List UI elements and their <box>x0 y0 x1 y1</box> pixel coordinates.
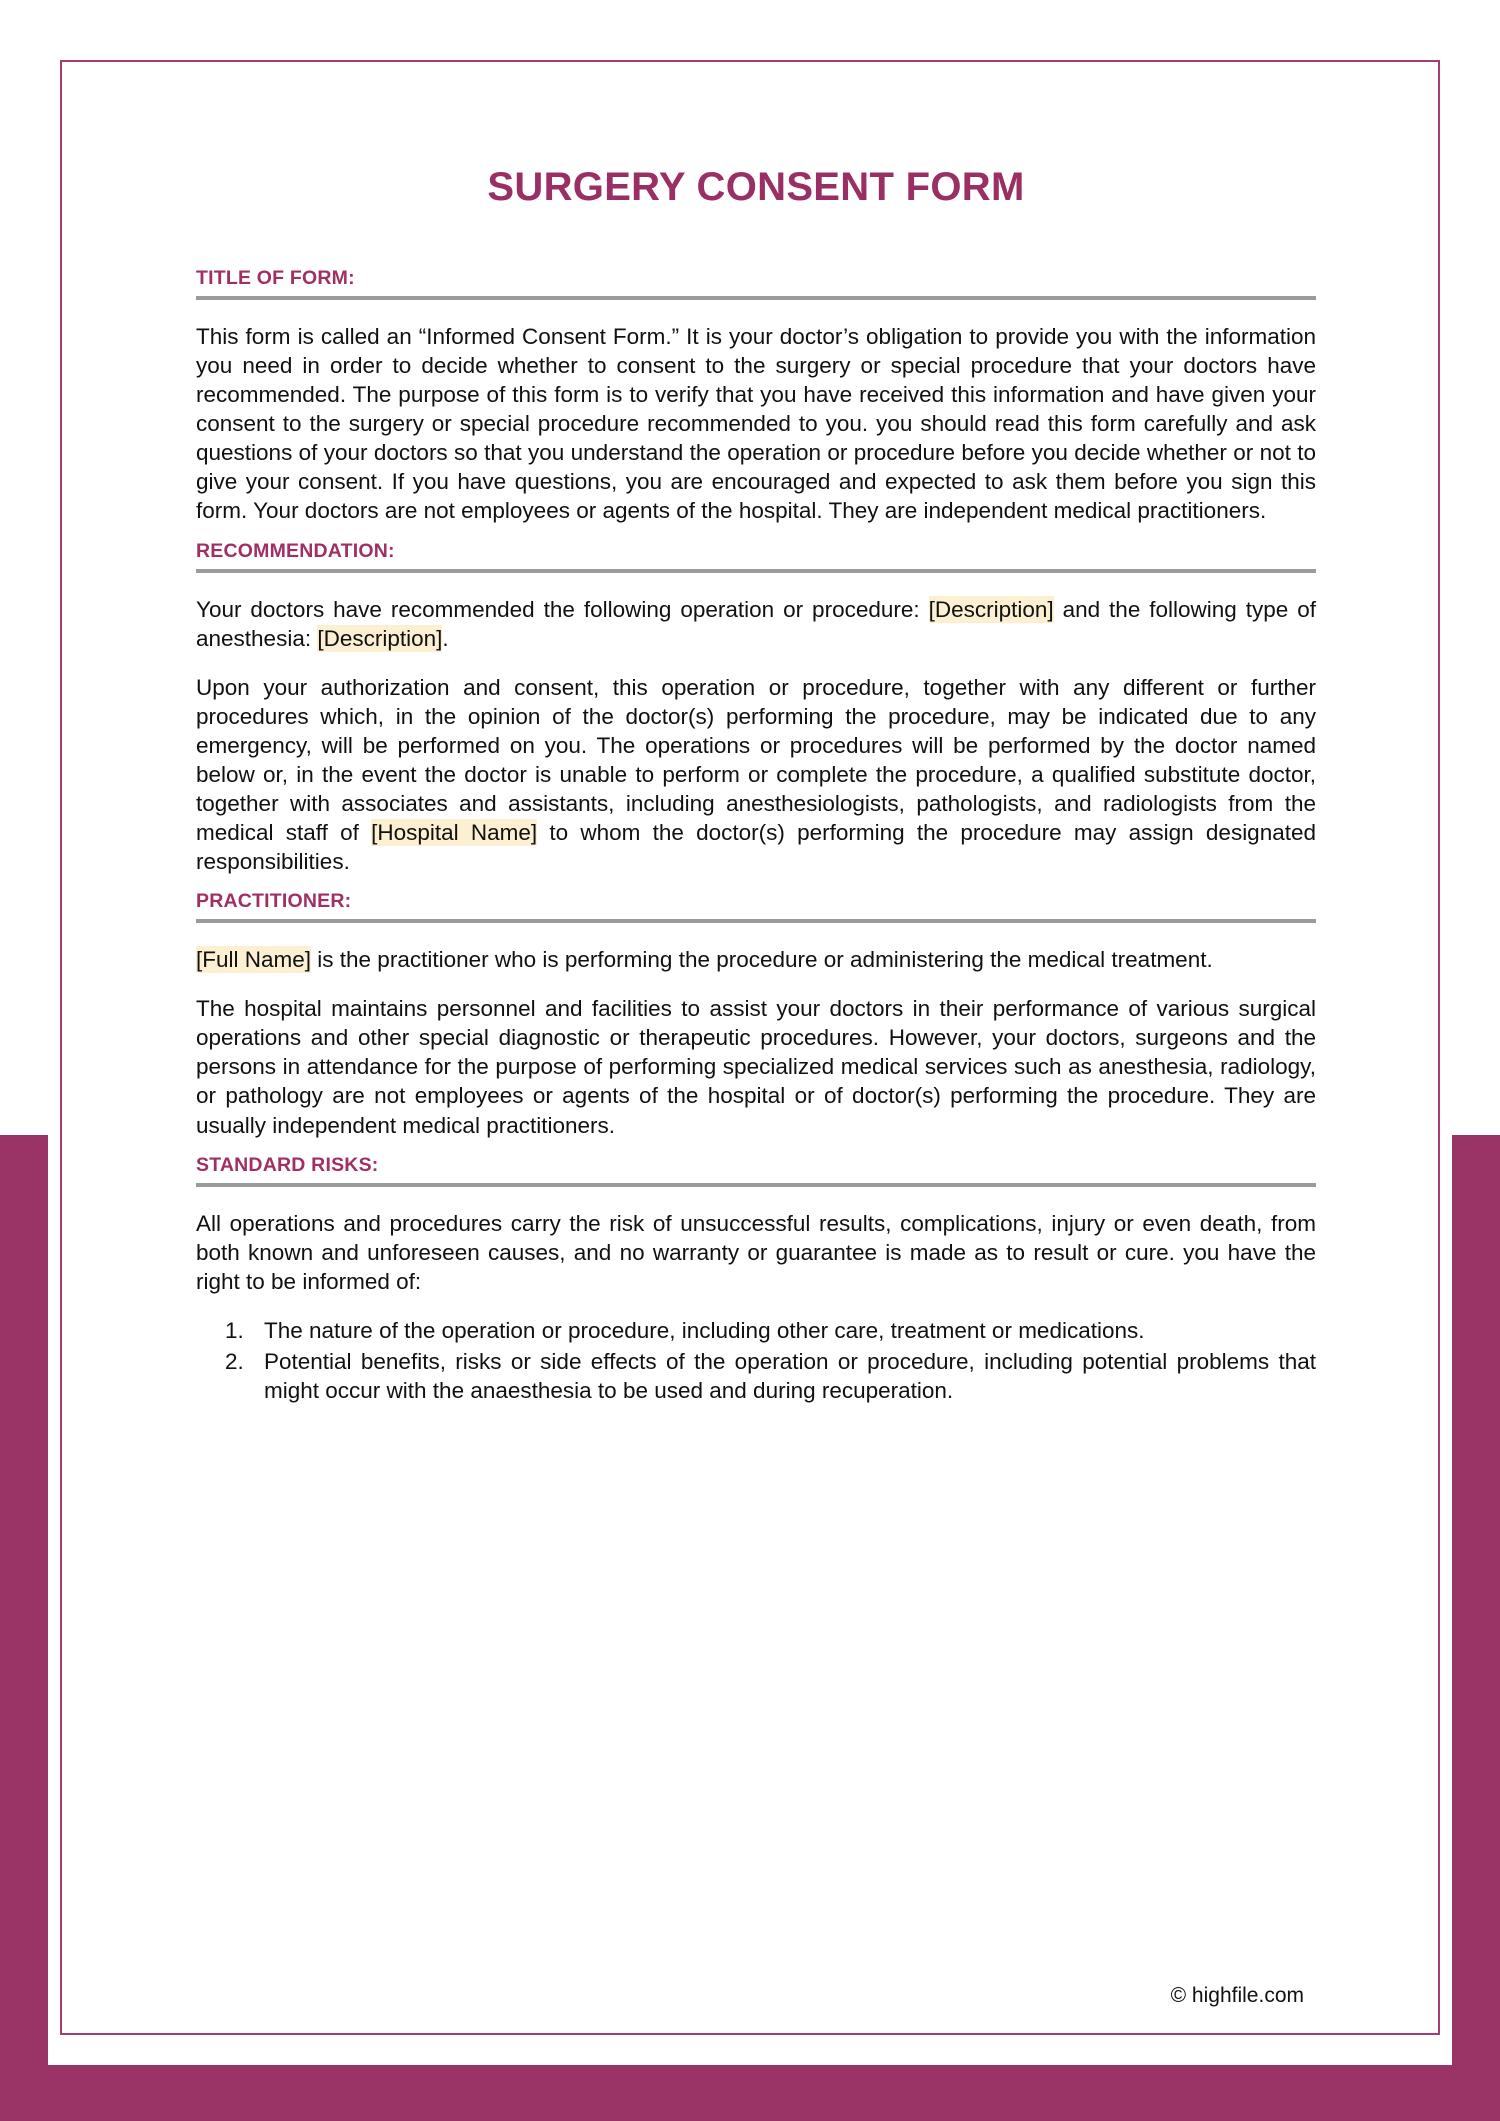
decorative-side-block-right <box>1452 1135 1500 2065</box>
placeholder-hospital-name[interactable]: [Hospital Name] <box>371 820 538 845</box>
section-divider <box>196 296 1316 300</box>
placeholder-procedure-description[interactable]: [Description] <box>928 596 1054 622</box>
paragraph-practitioner-1 <box>196 945 1316 974</box>
list-item: 1. The nature of the operation or procedure, including other care, treatment or medications. <box>250 1316 1316 1345</box>
section-divider <box>196 919 1316 923</box>
placeholder-anesthesia-description[interactable]: [Description] <box>317 625 443 651</box>
paragraph-practitioner-2: The hospital maintains personnel and facilities to assist your doctors in their performance of various surgical operations and other special diagnostic or therapeutic procedures. However, your doctors, surgeons and the persons in attendance for the purpose of performing specialized medical services such as anesthesia, radiology, or pathology are not employees or agents of the hospital or of doctor(s) performing the procedure. They are usually independent medical practitioners. <box>196 996 1316 1138</box>
page-title: SURGERY CONSENT FORM <box>487 165 1025 209</box>
section-divider <box>196 569 1316 573</box>
section-divider <box>196 1183 1316 1187</box>
recommendation-text-mid: and the following type of anesthesia: <box>196 596 1317 651</box>
section-heading-recommendation: RECOMMENDATION: <box>196 539 395 562</box>
section-recommendation <box>196 540 1316 877</box>
recommendation2-text-tail: to whom the doctor(s) performing the procedure may assign designated responsibilities. <box>196 820 1317 875</box>
footer-copyright: © highfile.com <box>1170 1984 1304 2007</box>
spacer <box>196 876 1316 890</box>
section-heading-practitioner: PRACTITIONER: <box>196 890 352 913</box>
decorative-side-block-left <box>0 1135 48 2065</box>
paragraph-recommendation-2 <box>196 673 1316 876</box>
section-heading-title-of-form: TITLE OF FORM: <box>196 267 355 289</box>
paragraph-standard-risks-1: All operations and procedures carry the risk of unsuccessful results, complications, injury or even death, from both known and unforeseen causes, and no warranty or guarantee is made as to result or cure. you have the right to be informed of: <box>196 1210 1316 1294</box>
practitioner-text-tail: is the practitioner who is performing the procedure or administering the medical treatment. <box>311 947 1213 973</box>
recommendation2-text-lead: Upon your authorization and consent, this operation or procedure, together with any different or further procedures which, in the opinion of the doctor(s) performing the procedure, may be indicated due to any emergency, will be performed on you. The operations or procedures will be performed by the doctor named below or, in the event the doctor is unable to perform or complete the procedure, a qualified substitute doctor, together with associates and assistants, including anesthesiologists, pathologists, and radiologists from the medical staff of <box>196 674 1316 845</box>
section-title-of-form <box>196 267 1316 526</box>
standard-risks-list <box>196 1316 1316 1405</box>
section-practitioner <box>196 890 1316 1139</box>
decorative-bottom-band <box>0 2065 1500 2121</box>
recommendation-text-lead: Your doctors have recommended the following operation or procedure: <box>196 596 929 622</box>
paragraph-title-of-form-1: This form is called an “Informed Consent Form.” It is your doctor’s obligation to provide you with the information you need in order to decide whether to consent to the surgery or special procedure that your doctors have recommended. The purpose of this form is to verify that you have received this information and have given your consent to the surgery or special procedure recommended to you. you should read this form carefully and ask questions of your doctors so that you understand the operation or procedure before you decide whether or not to give your consent. If you have questions, you are encouraged and expected to ask them before you sign this form. Your doctors are not employees or agents of the hospital. They are independent medical practitioners. <box>196 324 1316 524</box>
paragraph-recommendation-1 <box>196 595 1316 653</box>
spacer <box>196 1140 1316 1154</box>
placeholder-practitioner-full-name[interactable]: [Full Name] <box>196 947 312 973</box>
section-standard-risks <box>196 1154 1316 1405</box>
list-item: 2. Potential benefits, risks or side effects of the operation or procedure, including potential problems that might occur with the anaesthesia to be used and during recuperation. <box>250 1347 1316 1405</box>
section-heading-standard-risks: STANDARD RISKS: <box>196 1153 379 1176</box>
spacer <box>196 526 1316 540</box>
document-content <box>196 165 1316 1407</box>
recommendation-text-tail: . <box>442 625 449 651</box>
